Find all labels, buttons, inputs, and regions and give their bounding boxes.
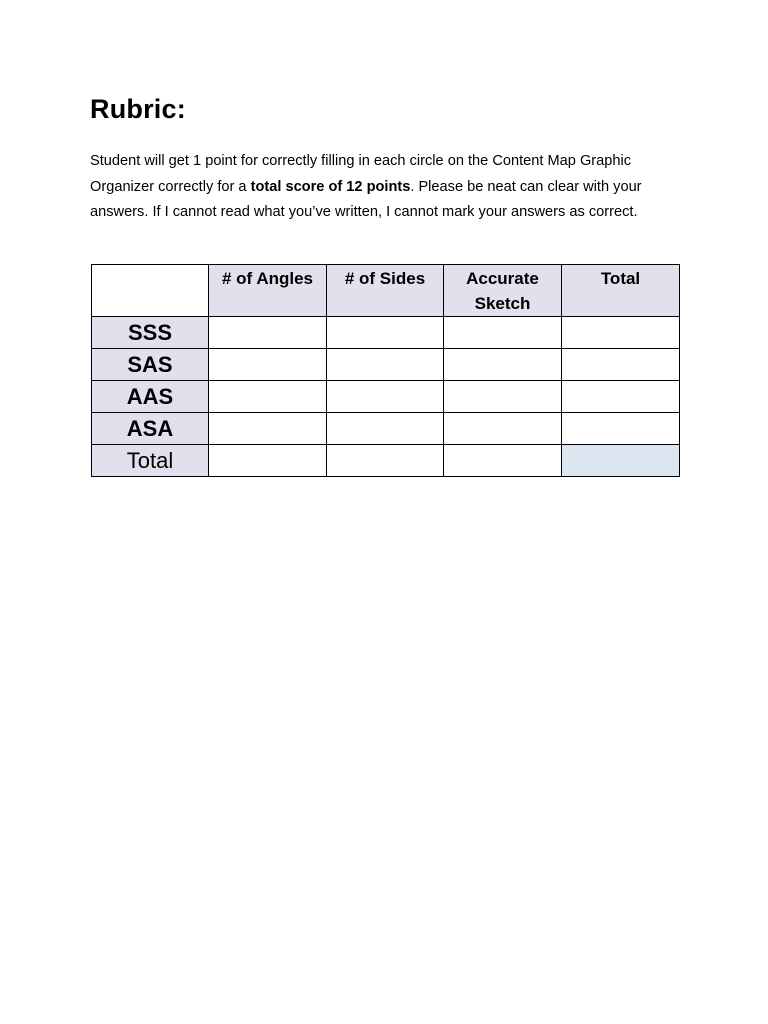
score-cell-aas-total[interactable] xyxy=(562,381,680,413)
column-header-angles: # of Angles xyxy=(209,265,327,317)
rubric-instructions xyxy=(90,149,680,226)
table-row-aas xyxy=(92,381,680,413)
instructions-bold-score: total score of 12 points xyxy=(250,178,411,195)
score-cell-sas-sketch[interactable] xyxy=(444,349,562,381)
score-cell-sas-angles[interactable] xyxy=(209,349,327,381)
rubric-table xyxy=(91,264,680,477)
table-corner-cell xyxy=(92,265,209,317)
table-row-sss xyxy=(92,317,680,349)
page-title: Rubric: xyxy=(90,94,186,124)
score-cell-aas-sides[interactable] xyxy=(327,381,444,413)
score-cell-sss-sketch[interactable] xyxy=(444,317,562,349)
score-cell-sss-sides[interactable] xyxy=(327,317,444,349)
score-cell-total-sketch[interactable] xyxy=(444,445,562,477)
row-label-total: Total xyxy=(92,445,209,477)
table-header-row xyxy=(92,265,680,317)
row-label-sas: SAS xyxy=(92,349,209,381)
row-label-aas: AAS xyxy=(92,381,209,413)
score-cell-sss-total[interactable] xyxy=(562,317,680,349)
column-header-total: Total xyxy=(562,265,680,317)
table-row-total xyxy=(92,445,680,477)
score-cell-asa-sketch[interactable] xyxy=(444,413,562,445)
score-cell-sss-angles[interactable] xyxy=(209,317,327,349)
instructions-text-1: Student will get 1 point for correctly filling in each circle on the Content Map Graphic Organizer correctly for a xyxy=(90,153,632,195)
grand-total-cell[interactable] xyxy=(562,445,680,477)
score-cell-asa-angles[interactable] xyxy=(209,413,327,445)
score-cell-aas-angles[interactable] xyxy=(209,381,327,413)
table-row-asa xyxy=(92,413,680,445)
score-cell-total-sides[interactable] xyxy=(327,445,444,477)
score-cell-sas-total[interactable] xyxy=(562,349,680,381)
column-header-sketch: Accurate Sketch xyxy=(444,265,562,317)
table-row-sas xyxy=(92,349,680,381)
score-cell-sas-sides[interactable] xyxy=(327,349,444,381)
score-cell-total-angles[interactable] xyxy=(209,445,327,477)
instructions-text-2: . Please be neat can clear with your answers. If I cannot read what you’ve written, I cannot mark your answers as correct. xyxy=(90,178,642,220)
score-cell-asa-sides[interactable] xyxy=(327,413,444,445)
score-cell-asa-total[interactable] xyxy=(562,413,680,445)
score-cell-aas-sketch[interactable] xyxy=(444,381,562,413)
row-label-asa: ASA xyxy=(92,413,209,445)
column-header-sides: # of Sides xyxy=(327,265,444,317)
row-label-sss: SSS xyxy=(92,317,209,349)
